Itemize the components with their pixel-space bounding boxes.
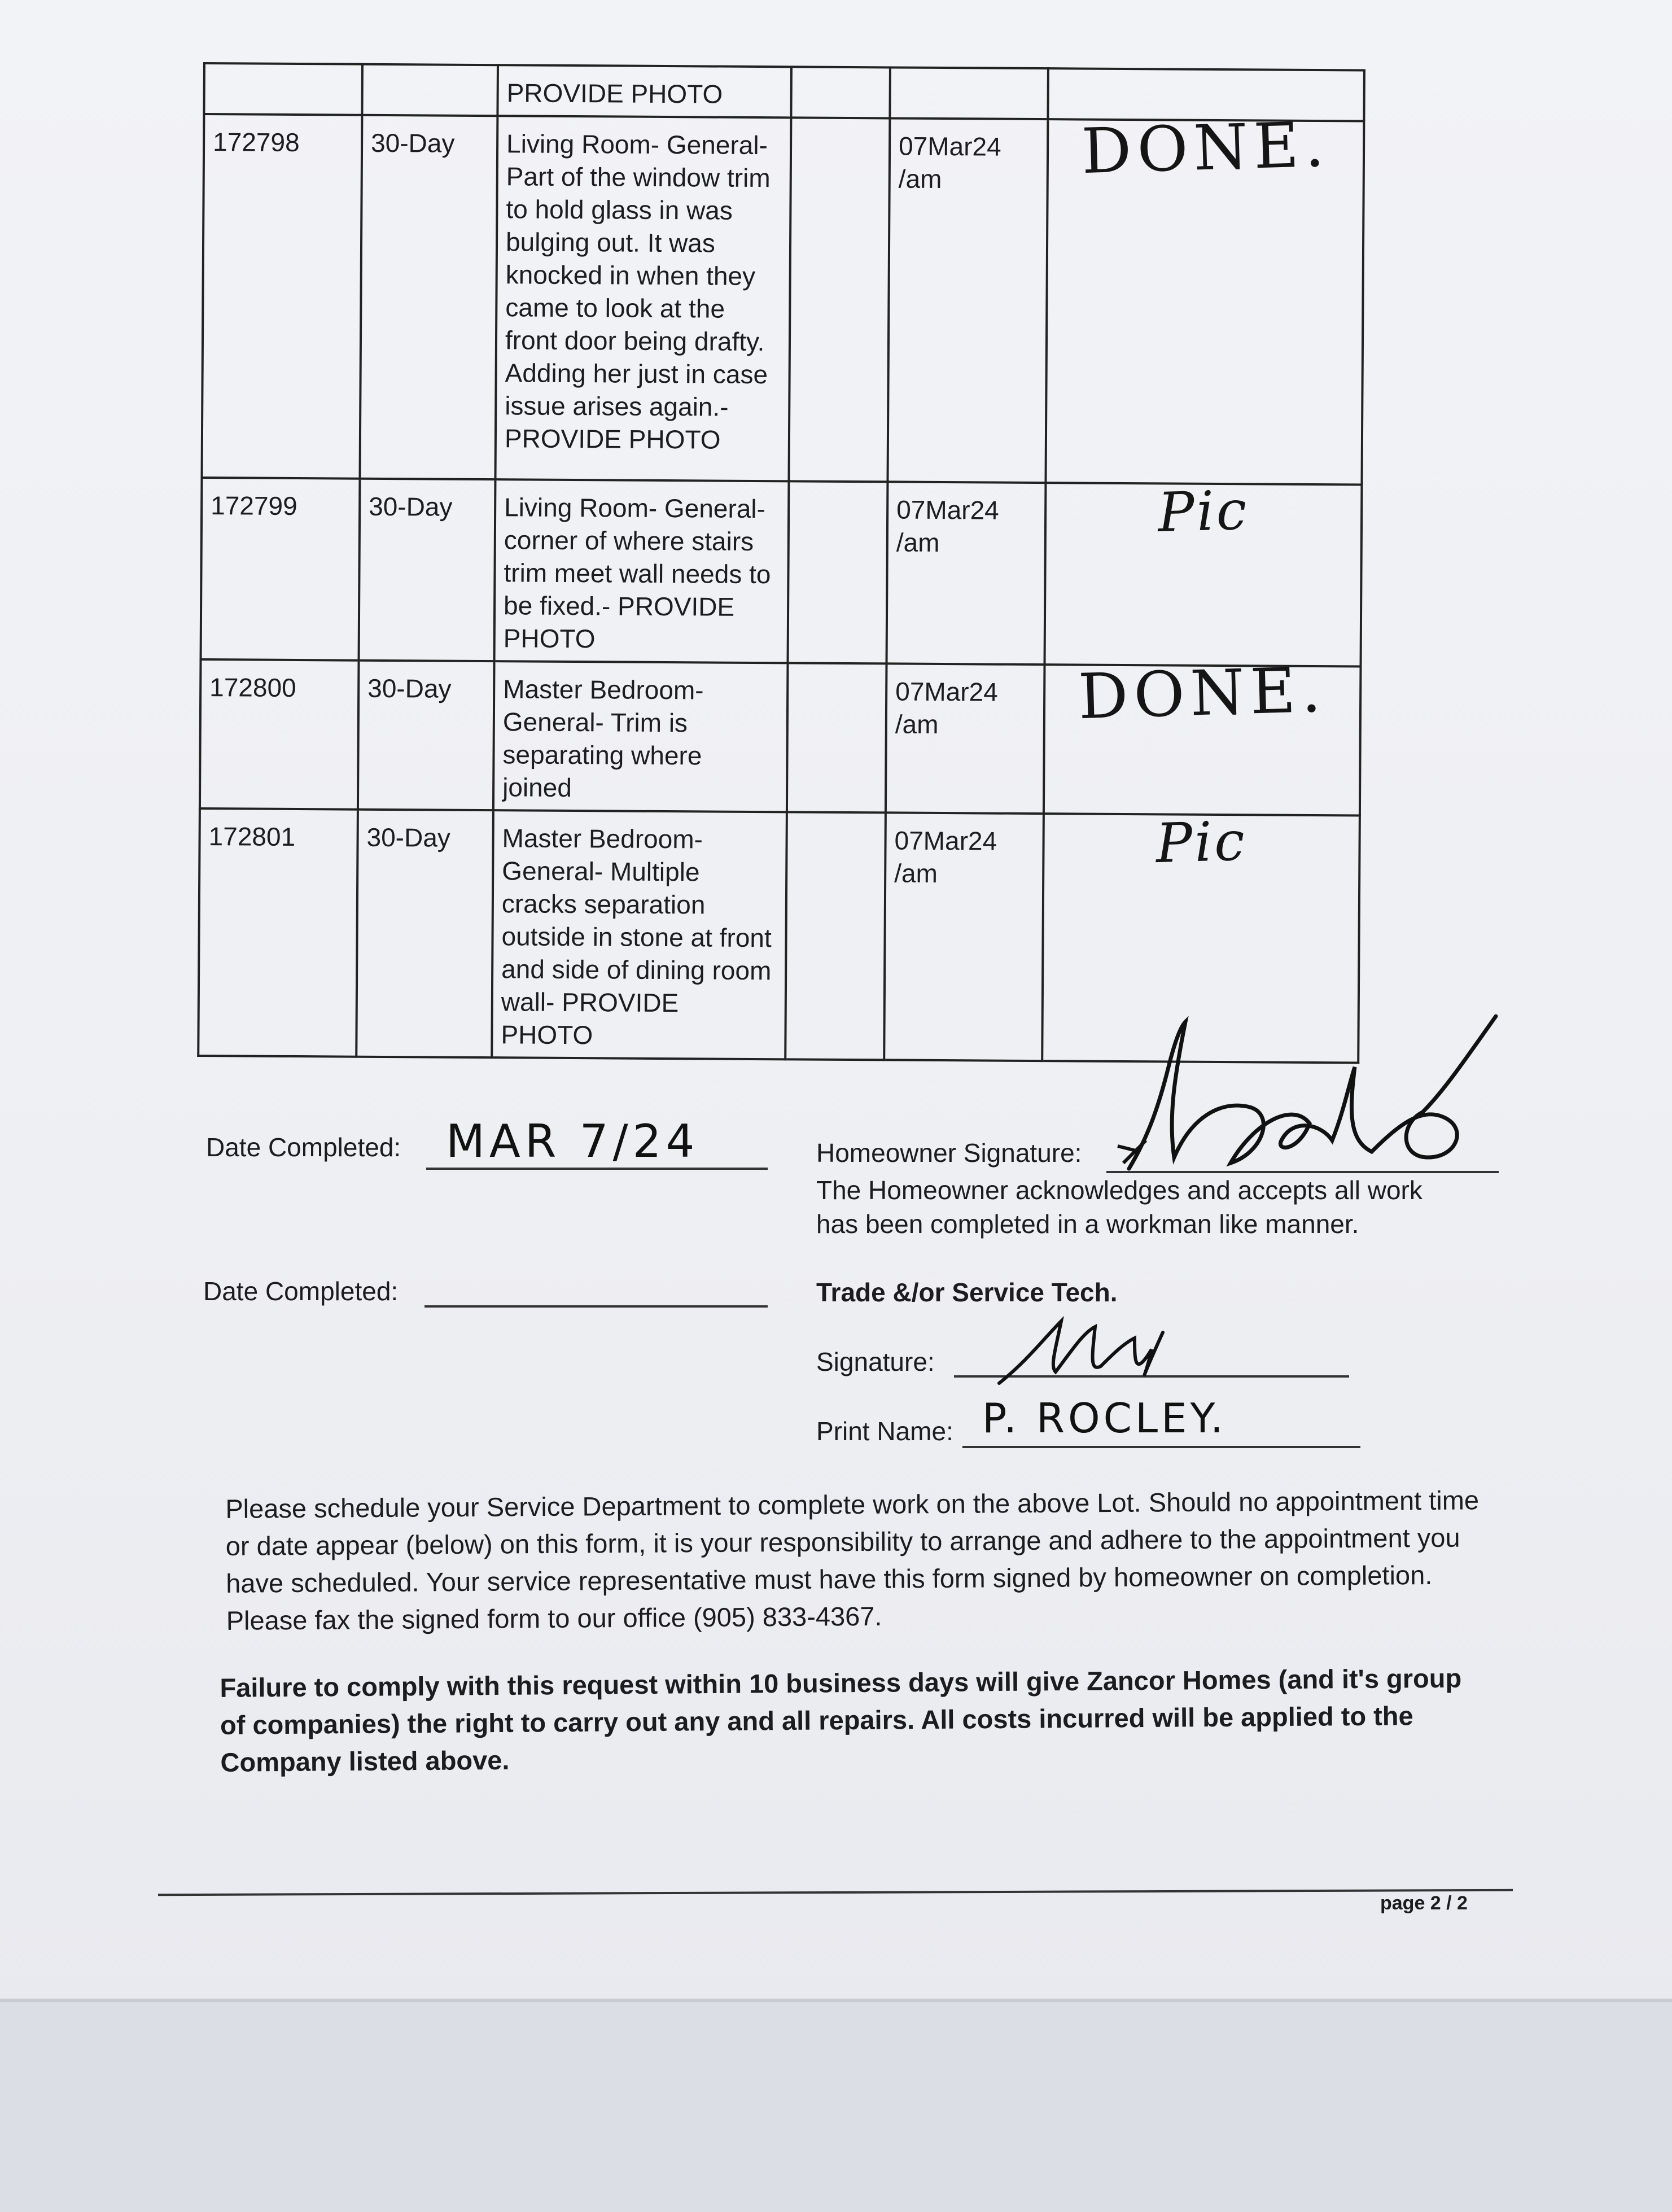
date-value: 07Mar24 <box>894 825 997 856</box>
item-description: Living Room- General- Part of the window trim to hold glass in was bulging out. It was knocked in when they came to look at the front door being drafty. Adding her just in case issue arises again.-PROVIDE PHOTO <box>495 116 791 481</box>
empty-cell <box>785 812 886 1060</box>
item-code: 172798 <box>202 114 362 479</box>
page-number: page 2 / 2 <box>1380 1892 1468 1914</box>
item-description: Master Bedroom- General- Trim is separating where joined <box>493 661 788 812</box>
handwritten-pic: Pic <box>1155 809 1248 876</box>
service-instructions: Please schedule your Service Department to complete work on the above Lot. Should no appointment time or date appear (below) on this form, it is your responsibility to arrange and adhere to the appointment you have scheduled. Your service representative must have this form signed by homeowner on completion. Please fax the signed form to our office (905) 833-4367. <box>225 1485 1480 1636</box>
date-completed-label-2: Date Completed: <box>203 1277 399 1306</box>
failure-warning: Failure to comply with this request within 10 business days will give Zancor Homes (and it's group of companies) the right to carry out any and all repairs. All costs incurred will be applied to the Company listed above. <box>220 1663 1462 1777</box>
item-description: Master Bedroom- General- Multiple cracks separation outside in stone at front and side of dining room wall- PROVIDE PHOTO <box>492 810 787 1059</box>
tech-signature-image <box>993 1310 1185 1394</box>
date-value: 07Mar24 <box>895 676 998 707</box>
empty-cell <box>788 481 888 663</box>
print-name-label: Print Name: <box>816 1417 953 1446</box>
handwritten-done: DONE. <box>1077 653 1328 733</box>
work-items-table <box>197 62 1365 1064</box>
empty-cell <box>789 117 890 482</box>
date-value: 07Mar24 <box>896 495 999 525</box>
trade-heading: Trade &/or Service Tech. <box>816 1278 1118 1307</box>
handwritten-print-name: P. ROCLEY. <box>982 1394 1227 1442</box>
item-code: 172801 <box>198 808 358 1057</box>
item-code: 172800 <box>200 659 359 810</box>
item-date <box>887 482 1046 665</box>
handwritten-date: MAR 7/24 <box>446 1115 699 1168</box>
item-code <box>204 63 362 115</box>
item-date <box>890 67 1048 119</box>
date-value: 07Mar24 <box>898 131 1001 161</box>
time-value: /am <box>894 858 938 888</box>
item-type <box>362 64 498 116</box>
table-row <box>200 659 1361 816</box>
item-mark <box>1044 653 1361 815</box>
time-value: /am <box>895 709 939 739</box>
item-mark <box>1045 478 1362 666</box>
empty-cell <box>791 67 890 118</box>
item-description: Living Room- General- corner of where stairs trim meet wall needs to be fixed.- PROVIDE PHOTO <box>494 479 789 663</box>
background-surface <box>0 2002 1672 2212</box>
item-mark <box>1045 108 1364 484</box>
handwritten-pic: Pic <box>1157 478 1250 545</box>
item-date <box>884 812 1044 1061</box>
date-completed-line-2 <box>424 1277 768 1308</box>
homeowner-signature-image <box>1106 1011 1502 1180</box>
item-type: 30-Day <box>358 661 494 810</box>
item-date <box>886 663 1045 814</box>
time-value: /am <box>896 527 940 557</box>
table-row <box>202 114 1364 485</box>
homeowner-signature-label: Homeowner Signature: <box>816 1138 1082 1168</box>
date-completed-label: Date Completed: <box>206 1133 401 1162</box>
item-date <box>887 118 1048 483</box>
handwritten-done: DONE. <box>1080 108 1331 188</box>
item-type: 30-Day <box>356 810 493 1057</box>
homeowner-acknowledgement: The Homeowner acknowledges and accepts all work has been completed in a workman like manner. <box>816 1175 1422 1239</box>
item-type: 30-Day <box>359 479 496 661</box>
item-code: 172799 <box>201 478 360 661</box>
tech-signature-label: Signature: <box>816 1347 935 1376</box>
item-description: PROVIDE PHOTO <box>497 65 791 117</box>
empty-cell <box>787 663 887 812</box>
table-row <box>201 478 1362 667</box>
time-value: /am <box>898 164 942 194</box>
item-type: 30-Day <box>360 115 497 479</box>
